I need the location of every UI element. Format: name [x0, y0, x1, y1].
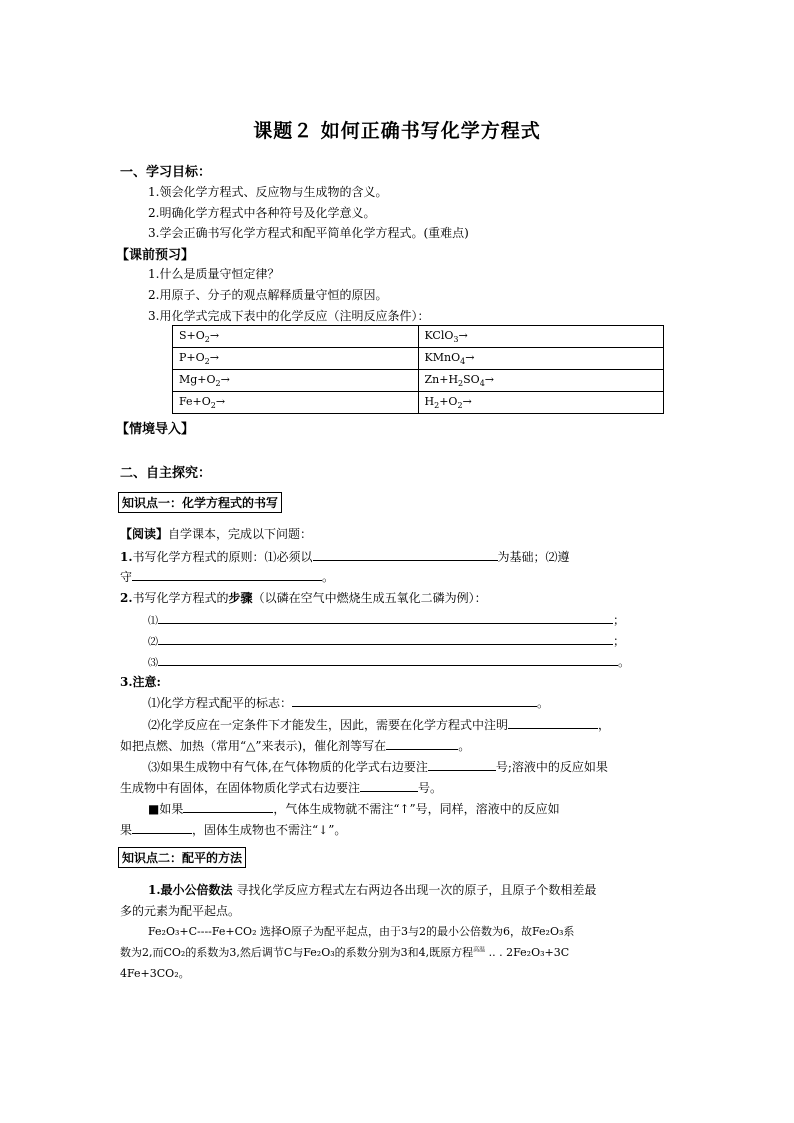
answer-blank[interactable]	[313, 547, 498, 561]
table-cell[interactable]: KClO$_3$→	[418, 326, 664, 348]
page-title: 课题２ 如何正确书写化学方程式	[253, 120, 541, 142]
step-2: ⑵ ；	[148, 631, 625, 649]
table-cell[interactable]: $P+O_2\to$	[173, 348, 419, 370]
goal-1: 1.领会化学方程式、反应物与生成物的含义。	[148, 185, 388, 199]
question-1-cont: 守 。	[120, 567, 334, 585]
preview-item-1: 1.什么是质量守恒定律？	[148, 267, 280, 281]
step-1: ⑴ ；	[148, 610, 625, 628]
table-cell[interactable]: $Mg+O_2\to$	[173, 370, 419, 392]
answer-blank[interactable]	[508, 715, 598, 729]
question-2: 2.书写化学方程式的步骤（以磷在空气中燃烧生成五氧化二磷为例）：	[120, 591, 487, 605]
example-line-1: Fe₂O₃+C----Fe+CO₂ 选择O原子为配平起点，由于3与2的最小公倍数为6，故Fe₂O₃系	[148, 925, 575, 938]
goal-3: 3.学会正确书写化学方程式和配平简单化学方程式。(重难点)	[148, 226, 469, 240]
section1-heading: 一、学习目标：	[120, 165, 212, 180]
knowledge-point-2: 知识点二：配平的方法	[118, 847, 246, 868]
preview-item-3: 3.用化学式完成下表中的化学反应（注明反应条件）：	[148, 309, 430, 323]
method-1-cont: 多的元素为配平起点。	[120, 904, 241, 918]
example-line-3: 4Fe+3CO₂。	[120, 967, 190, 980]
answer-blank[interactable]	[428, 757, 496, 771]
answer-blank[interactable]	[132, 567, 322, 581]
table-cell[interactable]: $Zn+H_2SO_4\to$	[418, 370, 664, 392]
read-line: 【阅读】自学课本，完成以下问题：	[120, 527, 313, 541]
example-line-2: 数为2,而CO₂的系数为3,然后调节C与Fe₂O₃的系数分别为3和4,既原方程$^{高温}$ .. . 2Fe₂O₃+3C	[120, 946, 570, 959]
knowledge-point-1: 知识点一：化学方程式的书写	[118, 492, 282, 513]
note-3-cont: 生成物中有固体，在固体物质化学式右边要注 号。	[120, 778, 442, 796]
answer-blank[interactable]	[158, 631, 613, 645]
note-2-cont: 如把点燃、加热（常用“△”来表示)，催化剂等写在 。	[120, 736, 470, 754]
table-row	[173, 392, 664, 414]
section2-heading: 二、自主探究：	[120, 466, 212, 481]
answer-blank[interactable]	[360, 778, 418, 792]
intro-heading: 【情境导入】	[116, 422, 195, 437]
table-cell[interactable]: $S+O_2\to$	[173, 326, 419, 348]
note-1: ⑴化学方程式配平的标志： 。	[148, 693, 549, 711]
goal-2: 2.明确化学方程式中各种符号及化学意义。	[148, 206, 376, 220]
table-cell[interactable]: $Fe+O_2\to$	[173, 392, 419, 414]
note-2: ⑵化学反应在一定条件下才能发生，因此，需要在化学方程式中注明 ，	[148, 715, 610, 733]
preview-item-2: 2.用原子、分子的观点解释质量守恒的原因。	[148, 288, 388, 302]
answer-blank[interactable]	[386, 736, 458, 750]
answer-blank[interactable]	[183, 799, 273, 813]
note-3: ⑶如果生成物中有气体,在气体物质的化学式右边要注 号;溶液中的反应如果	[148, 757, 608, 775]
table-row	[173, 348, 664, 370]
answer-blank[interactable]	[132, 820, 192, 834]
preview-heading: 【课前预习】	[116, 248, 195, 263]
note-4: ■如果 ，气体生成物就不需注“↑”号，同样，溶液中的反应如	[148, 799, 560, 817]
answer-blank[interactable]	[158, 610, 613, 624]
reaction-table	[172, 325, 664, 414]
method-1: 1.最小公倍数法 寻找化学反应方程式左右两边各出现一次的原子，且原子个数相差最	[148, 883, 597, 897]
answer-blank[interactable]	[292, 693, 537, 707]
question-1: 1.书写化学方程式的原则：⑴必须以 为基础；⑵遵	[120, 547, 570, 565]
answer-blank[interactable]	[158, 652, 618, 666]
table-row	[173, 370, 664, 392]
note-4-cont: 果 ，固体生成物也不需注“↓”。	[120, 820, 346, 838]
table-row	[173, 326, 664, 348]
question-3: 3.注意:	[120, 675, 161, 689]
table-cell[interactable]: KMnO$_4$→	[418, 348, 664, 370]
table-cell[interactable]: $H_2+O_2\to$	[418, 392, 664, 414]
step-3: ⑶ 。	[148, 652, 630, 670]
